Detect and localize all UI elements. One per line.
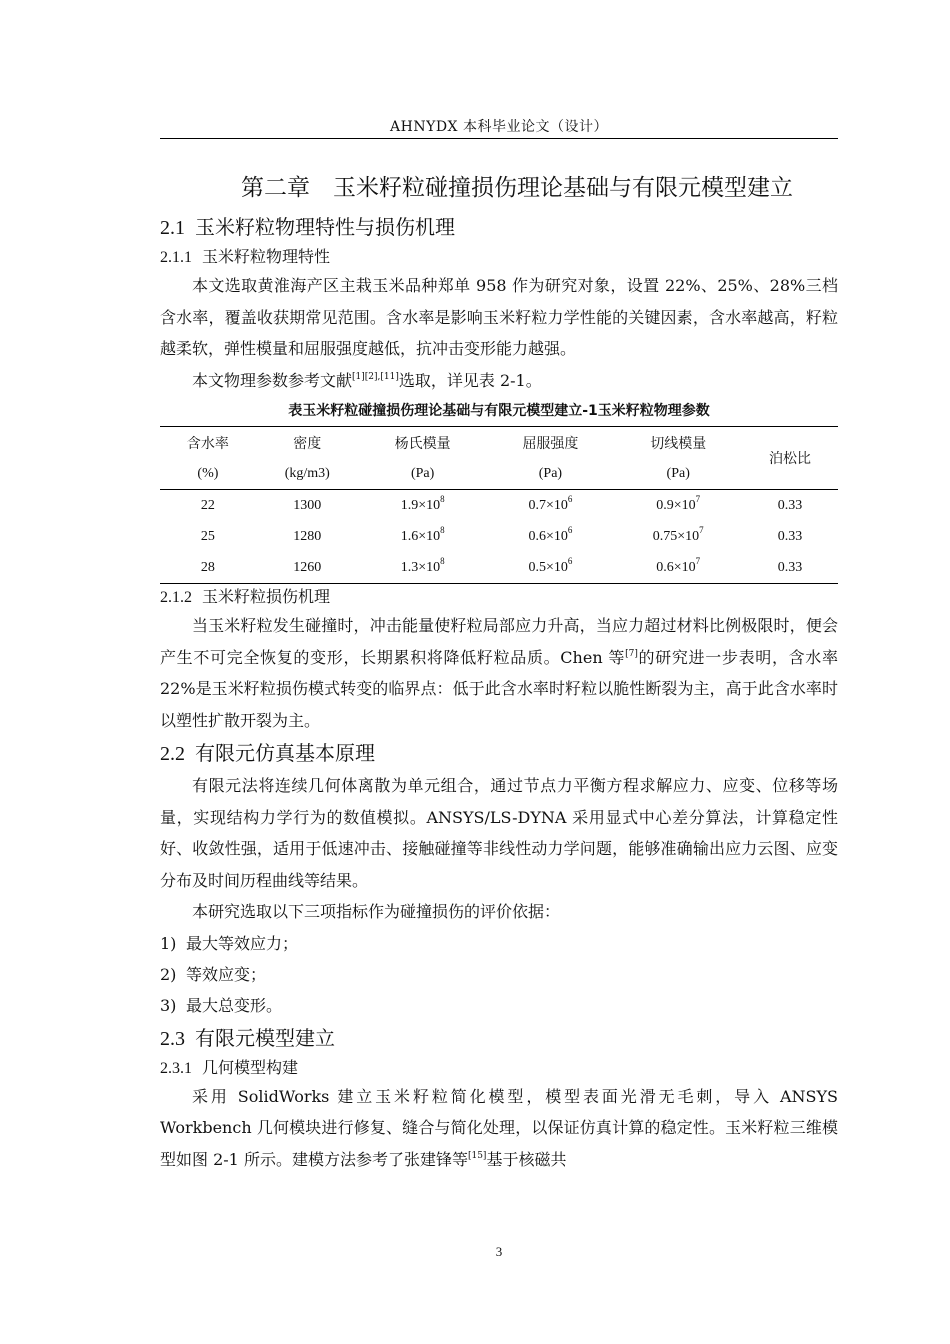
subsection-heading-2-1-1	[160, 244, 838, 270]
unit-moisture: (%)	[160, 458, 256, 490]
cell-density: 1300	[293, 497, 322, 513]
section-number: 2.1	[160, 217, 185, 239]
list-item	[160, 959, 838, 990]
cell-poisson-ratio: 0.33	[777, 528, 803, 544]
list-number: 2)	[160, 964, 177, 984]
exponent: 8	[440, 555, 445, 566]
header-density: 密度	[256, 427, 359, 459]
subsection-number: 2.3.1	[160, 1059, 192, 1077]
unit-tangent-modulus: (Pa)	[614, 458, 742, 490]
table-unit-row	[160, 458, 838, 490]
citation: [7]	[625, 648, 638, 659]
chapter-title: 第二章 玉米籽粒碰撞损伤理论基础与有限元模型建立	[241, 175, 793, 201]
list-text: 最大总变形。	[186, 995, 283, 1015]
exponent: 8	[440, 493, 445, 504]
unit-youngs-modulus: (Pa)	[359, 458, 487, 490]
list-number: 3)	[160, 995, 177, 1015]
paragraph-damage-mechanism	[160, 610, 838, 736]
header-moisture: 含水率	[160, 427, 256, 459]
exponent: 8	[440, 524, 445, 535]
subsection-heading-2-1-2	[160, 584, 838, 610]
table-header-row	[160, 427, 838, 459]
mantissa: 0.9×10	[656, 497, 696, 513]
list-item	[160, 990, 838, 1021]
paragraph-physical-properties: 本文选取黄淮海产区主栽玉米品种郑单 958 作为研究对象，设置 22%、25%、28%三档含水率，覆盖收获期常见范围。含水率是影响玉米籽粒力学性能的关键因素，含水率越高，籽粒越柔软，弹性模量和屈服强度越低，抗冲击变形能力越强。	[160, 276, 838, 358]
exponent: 7	[695, 493, 701, 504]
paper-page	[160, 0, 838, 1344]
mantissa: 0.75×10	[652, 528, 700, 544]
paragraph-indicators-intro: 本研究选取以下三项指标作为碰撞损伤的评价依据：	[192, 902, 561, 921]
paragraph-text: 采用 SolidWorks 建立玉米籽粒简化模型，模型表面光滑无毛刺，导入 ANSYS Workbench 几何模块进行修复、缝合与简化处理，以保证仿真计算的稳定性。玉米籽粒三维模型如图 2-1 所示。建模方法参考了张建锋等	[160, 1086, 838, 1169]
table-row	[160, 552, 838, 584]
list-text: 等效应变；	[186, 964, 267, 984]
list-item	[160, 928, 838, 959]
mantissa: 0.7×10	[528, 497, 568, 513]
subsection-heading-2-3-1	[160, 1055, 838, 1081]
header-youngs-modulus: 杨氏模量	[359, 427, 487, 459]
section-heading-2-1	[160, 210, 838, 244]
table-row	[160, 521, 838, 552]
cell-moisture: 25	[200, 528, 215, 544]
citation: [1][2],[11]	[352, 371, 399, 382]
page-content	[160, 170, 838, 1175]
paragraph-fem-principle: 有限元法将连续几何体离散为单元组合，通过节点力平衡方程求解应力、应变、位移等场量，实现结构力学行为的数值模拟。ANSYS/LS-DYNA 采用显式中心差分算法，计算稳定性好、收敛性强，适用于低速冲击、接触碰撞等非线性动力学问题，能够准确输出应力云图、应变分布及时间历程曲线等结果。	[160, 776, 838, 890]
cell-tangent-modulus	[614, 552, 742, 584]
paragraph-text: 的研究进一步表明，含水率 22%是玉米籽粒损伤模式转变的临界点：低于此含水率时籽粒以脆性断裂为主，高于此含水率时以塑性扩散开裂为主。	[160, 647, 838, 730]
running-header: AHNYDX 本科毕业论文（设计）	[390, 119, 608, 135]
header-rule	[160, 138, 838, 139]
header-tangent-modulus: 切线模量	[614, 427, 742, 459]
paragraph-geometry-model	[160, 1081, 838, 1176]
physical-parameters-table	[160, 426, 838, 584]
cell-yield-strength	[487, 490, 615, 522]
exponent: 6	[567, 555, 573, 566]
cell-moisture: 28	[160, 552, 256, 584]
mantissa: 1.6×10	[400, 528, 441, 544]
cell-density: 1280	[293, 528, 322, 544]
exponent: 7	[695, 555, 701, 566]
header-yield-strength: 屈服强度	[487, 427, 615, 459]
exponent: 6	[567, 524, 573, 535]
cell-youngs-modulus	[359, 552, 487, 584]
section-number: 2.3	[160, 1027, 185, 1050]
mantissa: 0.6×10	[656, 559, 696, 575]
subsection-title: 玉米籽粒损伤机理	[202, 587, 331, 606]
paragraph-text: 当玉米籽粒发生碰撞时，冲击能量使籽粒局部应力升高，当应力超过材料比例极限时，便会产生不可完全恢复的变形，长期累积将降低籽粒品质。Chen 等	[160, 616, 838, 667]
cell-youngs-modulus	[359, 521, 487, 552]
citation: [15]	[467, 1150, 487, 1161]
subsection-title: 几何模型构建	[202, 1057, 299, 1077]
paragraph-text: 本文物理参数参考文献	[192, 370, 353, 390]
cell-poisson-ratio: 0.33	[777, 497, 803, 513]
cell-youngs-modulus	[359, 490, 487, 522]
cell-moisture: 22	[200, 497, 215, 513]
paragraph-parameter-source	[160, 365, 838, 397]
paragraph-text: 选取，详见表 2-1。	[398, 370, 542, 390]
table-row	[160, 490, 838, 522]
exponent: 6	[567, 493, 573, 504]
unit-density: (kg/m3)	[256, 458, 359, 490]
section-title: 有限元模型建立	[195, 1025, 335, 1050]
cell-density: 1260	[256, 552, 359, 584]
section-title: 有限元仿真基本原理	[195, 741, 375, 765]
list-text: 最大等效应力；	[186, 933, 299, 953]
paragraph-text: 基于核磁共	[486, 1149, 567, 1169]
subsection-number: 2.1.1	[160, 249, 192, 266]
exponent: 7	[699, 524, 704, 535]
cell-yield-strength	[487, 521, 615, 552]
subsection-number: 2.1.2	[160, 589, 192, 606]
table-caption: 表玉米籽粒碰撞损伤理论基础与有限元模型建立-1玉米籽粒物理参数	[288, 403, 710, 419]
cell-poisson-ratio: 0.33	[742, 552, 838, 584]
cell-tangent-modulus	[614, 521, 742, 552]
mantissa: 0.5×10	[528, 559, 568, 575]
unit-yield-strength: (Pa)	[487, 458, 615, 490]
mantissa: 1.3×10	[400, 559, 441, 575]
section-heading-2-3	[160, 1021, 838, 1055]
section-heading-2-2	[160, 736, 838, 770]
mantissa: 1.9×10	[400, 497, 441, 513]
cell-yield-strength	[487, 552, 615, 584]
section-number: 2.2	[160, 743, 185, 765]
mantissa: 0.6×10	[528, 528, 568, 544]
section-title: 玉米籽粒物理特性与损伤机理	[195, 215, 455, 239]
cell-tangent-modulus	[614, 490, 742, 522]
subsection-title: 玉米籽粒物理特性	[202, 247, 331, 266]
list-number: 1)	[160, 933, 177, 953]
header-poisson-ratio: 泊松比	[742, 427, 838, 490]
page-number: 3	[495, 1244, 503, 1259]
